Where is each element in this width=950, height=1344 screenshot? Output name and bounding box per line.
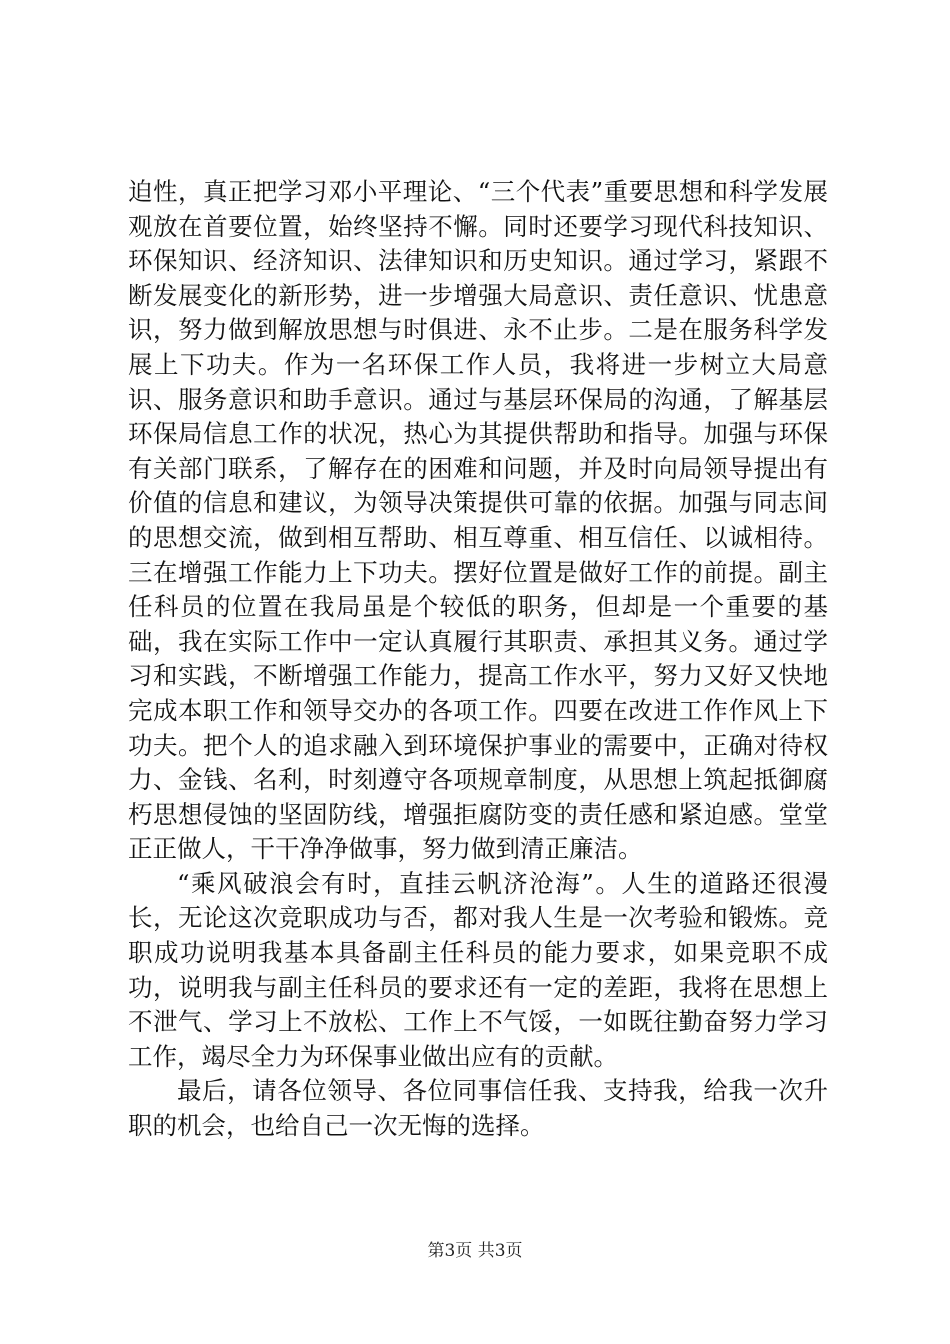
page-number-footer: 第3页 共3页 — [427, 1241, 523, 1261]
paragraph-quote: “乘风破浪会有时，直挂云帆济沧海”。人生的道路还很漫长，无论这次竞职成功与否，都对我人生是一次考验和锻炼。竞职成功说明我基本具备副主任科员的能力要求，如果竞职不成功，说明我与副主任科员的要求还有一定的差距，我将在思想上不泄气、学习上不放松、工作上不气馁，一如既往勤奋努力学习工作，竭尽全力为环保事业做出应有的贡献。 — [128, 868, 828, 1071]
paragraph-closing: 最后，请各位领导、各位同事信任我、支持我，给我一次升职的机会，也给自己一次无悔的选择。 — [128, 1076, 828, 1141]
document-body — [128, 175, 828, 1144]
paragraph-continuation: 迫性，真正把学习邓小平理论、“三个代表”重要思想和科学发展观放在首要位置，始终坚持不懈。同时还要学习现代科技知识、环保知识、经济知识、法律知识和历史知识。通过学习，紧跟不断发展变化的新形势，进一步增强大局意识、责任意识、忧患意识，努力做到解放思想与时俱进、永不止步。二是在服务科学发展上下功夫。作为一名环保工作人员，我将进一步树立大局意识、服务意识和助手意识。通过与基层环保局的沟通，了解基层环保局信息工作的状况，热心为其提供帮助和指导。加强与环保有关部门联系，了解存在的困难和问题，并及时向局领导提出有价值的信息和建议，为领导决策提供可靠的依据。加强与同志间的思想交流，做到相互帮助、相互尊重、相互信任、以诚相待。三在增强工作能力上下功夫。摆好位置是做好工作的前提。副主任科员的位置在我局虽是个较低的职务，但却是一个重要的基础，我在实际工作中一定认真履行其职责、承担其义务。通过学习和实践，不断增强工作能力，提高工作水平，努力又好又快地完成本职工作和领导交办的各项工作。四要在改进工作作风上下功夫。把个人的追求融入到环境保护事业的需要中，正确对待权力、金钱、名利，时刻遵守各项规章制度，从思想上筑起抵御腐朽思想侵蚀的坚固防线，增强拒腐防变的责任感和紧迫感。堂堂正正做人，干干净净做事，努力做到清正廉洁。 — [128, 177, 828, 864]
